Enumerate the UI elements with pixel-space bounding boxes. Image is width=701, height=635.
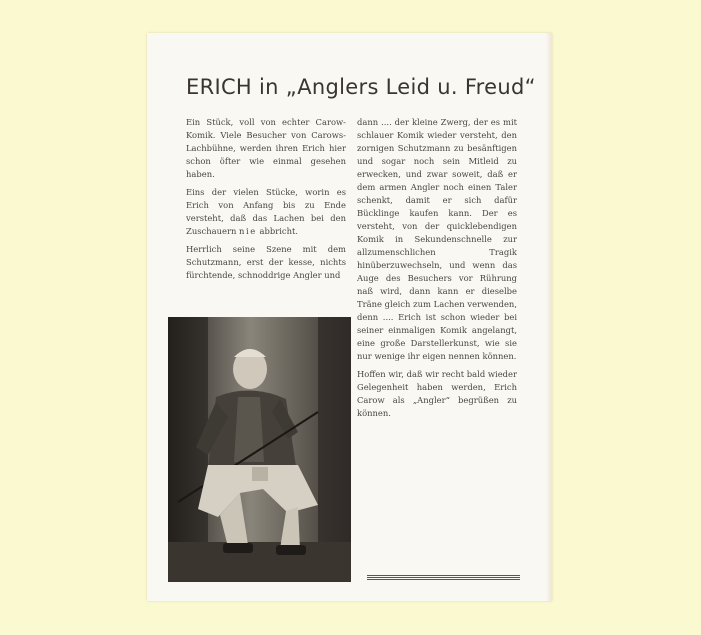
paragraph-laughter <box>186 186 346 238</box>
paragraph-laughter-end: abbricht. <box>259 226 299 236</box>
paragraph-scene: Herrlich seine Szene mit dem Schutzmann, erst der kesse, nichts fürchtende, schnoddrige Angler und <box>186 244 346 280</box>
paragraph-laughter-start: Eins der vielen Stücke, worin es Erich von Anfang bis zu Ende versteht, daß das Lachen bei den Zuschauern <box>186 187 346 236</box>
document-page <box>147 33 552 601</box>
rule-line <box>367 579 520 580</box>
seated-angler-illustration <box>168 317 351 582</box>
rule-line <box>367 575 520 576</box>
paragraph-continuation: dann .... der kleine Zwerg, der es mit schlauer Komik wieder versteht, den zornigen Schutzmann zu besänftigen und sogar noch sein Mitleid zu erwecken, und zwar soweit, daß er dem armen Angler noch einen Taler schenkt, damit er sich dafür Bücklinge kaufen kann. Der es versteht, von der quicklebendigen Komik in Sekundenschnelle zur allzumenschlichen Tragik hinüberzuwechseln, und wenn das Auge des Besuchers vor Rührung naß wird, dann kann er dieselbe Träne gleich zum Lachen verwenden, denn .... Erich ist schon wieder bei seiner einmaligen Komik angelangt, eine große Darstellerkunst, wie sie nur wenige ihr eigen nennen können. <box>357 117 517 361</box>
actor-photo <box>168 317 351 582</box>
page-title: ERICH in „Anglers Leid u. Freud“ <box>186 75 536 99</box>
emphasized-word: nie <box>239 226 257 236</box>
closing-double-rule <box>367 575 520 581</box>
paragraph-intro: Ein Stück, voll von echter Carow-Komik. Viele Besucher von Carows-Lachbühne, werden ihren Erich hier schon öfter wie einmal gesehen haben. <box>186 117 346 179</box>
rule-line <box>367 577 520 578</box>
left-column <box>186 116 346 287</box>
right-column <box>357 116 517 425</box>
paragraph-closing: Hoffen wir, daß wir recht bald wieder Gelegenheit haben werden, Erich Carow als „Angler“ begrüßen zu können. <box>357 369 517 418</box>
